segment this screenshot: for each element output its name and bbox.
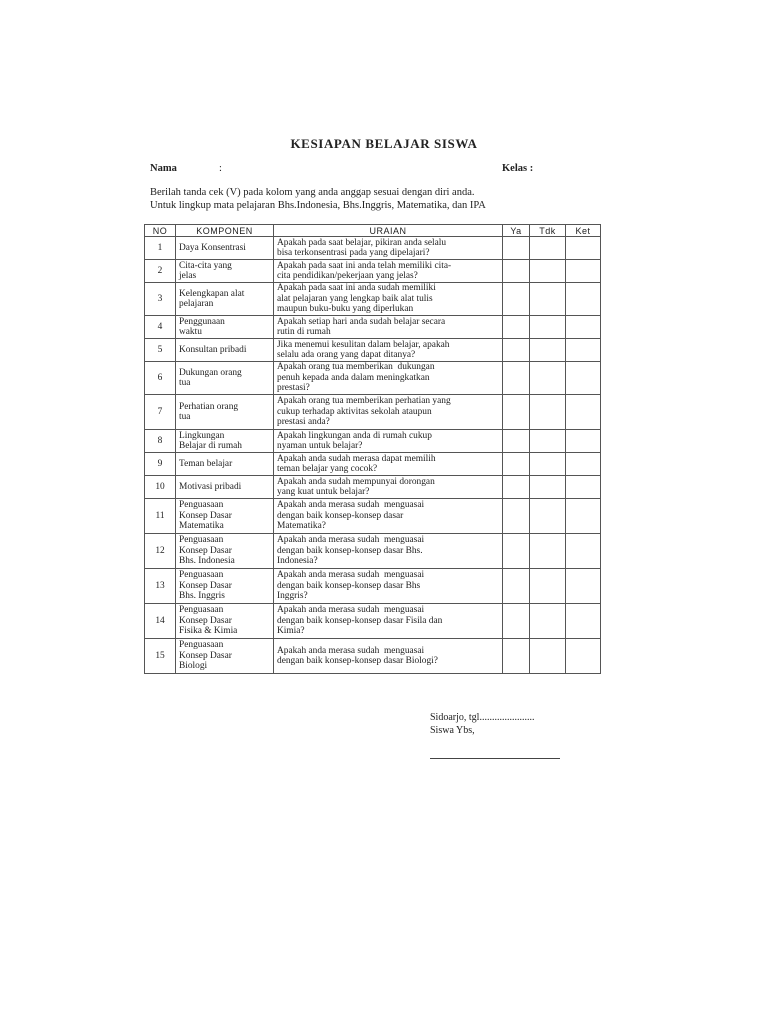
komponen-line: Konsep Dasar: [179, 545, 232, 556]
row-komponen: [176, 453, 274, 476]
uraian-line: prestasi?: [277, 383, 310, 394]
uraian-line: penuh kepada anda dalam meningkatkan: [277, 372, 430, 383]
uraian-line: dengan baik konsep-konsep dasar: [277, 510, 404, 521]
komponen-line: Bhs. Indonesia: [179, 556, 235, 567]
tdk-cell[interactable]: [530, 395, 566, 430]
uraian-line: Jika menemui kesulitan dalam belajar, apakah: [277, 339, 450, 350]
uraian-line: dengan baik konsep-konsep dasar Biologi?: [277, 656, 438, 666]
uraian-line: Apakah anda sudah merasa dapat memilih: [277, 453, 436, 464]
komponen-line: Penguasaan: [179, 535, 224, 546]
instruction-line-1: Berilah tanda cek (V) pada kolom yang anda anggap sesuai dengan diri anda.: [150, 187, 475, 198]
row-komponen: [176, 534, 274, 569]
table-row: [145, 604, 601, 639]
table-row: [145, 499, 601, 534]
komponen-line: pelajaran: [179, 299, 214, 309]
instruction-line-2: Untuk lingkup mata pelajaran Bhs.Indonesia, Bhs.Inggris, Matematika, dan IPA: [150, 200, 486, 211]
uraian-line: Apakah anda sudah mempunyai dorongan: [277, 476, 435, 487]
komponen-line: Motivasi pribadi: [179, 481, 242, 492]
ket-cell[interactable]: [566, 604, 601, 639]
ket-cell[interactable]: [566, 476, 601, 499]
table-row: [145, 453, 601, 476]
table-row: [145, 339, 601, 362]
ket-cell[interactable]: [566, 499, 601, 534]
table-header-row: [145, 225, 601, 237]
uraian-line: Indonesia?: [277, 556, 318, 567]
row-number: 2: [145, 260, 176, 283]
uraian-line: Apakah lingkungan anda di rumah cukup: [277, 430, 432, 441]
row-komponen: [176, 604, 274, 639]
komponen-line: Konsep Dasar: [179, 615, 232, 626]
row-number: 5: [145, 339, 176, 362]
ket-cell[interactable]: [566, 316, 601, 339]
komponen-line: Konsep Dasar: [179, 510, 232, 521]
komponen-line: Bhs. Inggris: [179, 591, 225, 602]
row-uraian: [274, 499, 503, 534]
row-uraian: [274, 395, 503, 430]
row-uraian: [274, 476, 503, 499]
ya-cell[interactable]: [503, 534, 530, 569]
tdk-cell[interactable]: [530, 569, 566, 604]
uraian-line: prestasi anda?: [277, 417, 330, 428]
ket-cell[interactable]: [566, 395, 601, 430]
kelas-label: Kelas :: [502, 163, 534, 174]
tdk-cell[interactable]: [530, 283, 566, 316]
uraian-line: yang kuat untuk belajar?: [277, 487, 370, 497]
signature-signer: Siswa Ybs,: [430, 725, 475, 736]
tdk-cell[interactable]: [530, 430, 566, 453]
row-uraian: [274, 430, 503, 453]
komponen-line: tua: [179, 412, 191, 422]
row-uraian: [274, 260, 503, 283]
tdk-cell[interactable]: [530, 476, 566, 499]
row-number: 9: [145, 453, 176, 476]
uraian-line: cita pendidikan/pekerjaan yang jelas?: [277, 271, 418, 281]
tdk-cell[interactable]: [530, 499, 566, 534]
komponen-line: Matematika: [179, 521, 224, 532]
readiness-table: [144, 224, 601, 674]
signature-line: [430, 758, 560, 759]
ket-cell[interactable]: [566, 534, 601, 569]
row-komponen: [176, 639, 274, 674]
uraian-line: rutin di rumah: [277, 327, 331, 337]
page-title: KESIAPAN BELAJAR SISWA: [290, 136, 478, 151]
komponen-line: Penguasaan: [179, 605, 224, 616]
table-row: [145, 430, 601, 453]
uraian-line: dengan baik konsep-konsep dasar Fisila dan: [277, 615, 443, 626]
tdk-cell[interactable]: [530, 534, 566, 569]
komponen-line: Teman belajar: [179, 458, 233, 469]
tdk-cell[interactable]: [530, 639, 566, 674]
ya-cell[interactable]: [503, 430, 530, 453]
table-row: [145, 639, 601, 674]
komponen-line: Penguasaan: [179, 500, 224, 511]
uraian-line: Inggris?: [277, 591, 308, 602]
uraian-line: Apakah pada saat belajar, pikiran anda selalu: [277, 237, 447, 248]
ket-cell[interactable]: [566, 430, 601, 453]
row-number: 11: [145, 499, 176, 534]
row-komponen: [176, 430, 274, 453]
uraian-line: Apakah anda merasa sudah menguasai: [277, 605, 425, 616]
komponen-line: Belajar di rumah: [179, 441, 242, 451]
uraian-line: Apakah anda merasa sudah menguasai: [277, 645, 425, 656]
uraian-line: Apakah orang tua memberikan perhatian yang: [277, 396, 451, 407]
komponen-line: Cita-cita yang: [179, 260, 232, 271]
komponen-line: jelas: [179, 271, 197, 281]
row-komponen: [176, 237, 274, 260]
komponen-line: Daya Konsentrasi: [179, 242, 246, 253]
row-uraian: [274, 283, 503, 316]
uraian-line: Apakah anda merasa sudah menguasai: [277, 500, 425, 511]
row-number: 7: [145, 395, 176, 430]
row-komponen: [176, 339, 274, 362]
uraian-line: dengan baik konsep-konsep dasar Bhs: [277, 580, 421, 591]
uraian-line: bisa terkonsentrasi pada yang dipelajari?: [277, 248, 430, 258]
signature-place-date: Sidoarjo, tgl......................: [430, 712, 535, 723]
col-header-komponen: KOMPONEN: [176, 225, 274, 237]
uraian-line: nyaman untuk belajar?: [277, 441, 363, 451]
table-row: [145, 237, 601, 260]
row-uraian: [274, 237, 503, 260]
uraian-line: alat pelajaran yang lengkap baik alat tulis: [277, 293, 433, 304]
row-komponen: [176, 395, 274, 430]
komponen-line: Konsep Dasar: [179, 580, 232, 591]
ket-cell[interactable]: [566, 260, 601, 283]
komponen-line: Penggunaan: [179, 316, 225, 327]
ya-cell[interactable]: [503, 237, 530, 260]
tdk-cell[interactable]: [530, 453, 566, 476]
row-number: 4: [145, 316, 176, 339]
ket-cell[interactable]: [566, 237, 601, 260]
row-number: 1: [145, 237, 176, 260]
tdk-cell[interactable]: [530, 237, 566, 260]
row-uraian: [274, 339, 503, 362]
tdk-cell[interactable]: [530, 604, 566, 639]
komponen-line: Perhatian orang: [179, 401, 239, 412]
ya-cell[interactable]: [503, 283, 530, 316]
uraian-line: Matematika?: [277, 521, 326, 532]
uraian-line: maupun buku-buku yang diperlukan: [277, 304, 414, 315]
table-row: [145, 569, 601, 604]
ya-cell[interactable]: [503, 362, 530, 395]
row-number: 8: [145, 430, 176, 453]
ya-cell[interactable]: [503, 499, 530, 534]
col-header-ya: Ya: [503, 225, 530, 237]
komponen-line: Lingkungan: [179, 430, 225, 441]
ya-cell[interactable]: [503, 316, 530, 339]
ket-cell[interactable]: [566, 283, 601, 316]
row-number: 12: [145, 534, 176, 569]
ya-cell[interactable]: [503, 476, 530, 499]
nama-label: Nama: [150, 163, 177, 174]
ket-cell[interactable]: [566, 362, 601, 395]
table-row: [145, 395, 601, 430]
ket-cell[interactable]: [566, 569, 601, 604]
uraian-line: Apakah pada saat ini anda sudah memiliki: [277, 283, 436, 294]
uraian-line: selalu ada orang yang dapat ditanya?: [277, 350, 416, 360]
tdk-cell[interactable]: [530, 362, 566, 395]
komponen-line: tua: [179, 378, 191, 388]
ya-cell[interactable]: [503, 339, 530, 362]
row-komponen: [176, 260, 274, 283]
uraian-line: Kimia?: [277, 626, 305, 637]
komponen-line: Penguasaan: [179, 640, 224, 651]
ya-cell[interactable]: [503, 453, 530, 476]
komponen-line: Konsep Dasar: [179, 650, 232, 661]
col-header-no: NO: [145, 225, 176, 237]
row-komponen: [176, 499, 274, 534]
row-number: 14: [145, 604, 176, 639]
col-header-uraian: URAIAN: [274, 225, 503, 237]
komponen-line: Penguasaan: [179, 570, 224, 581]
ket-cell[interactable]: [566, 339, 601, 362]
komponen-line: waktu: [179, 327, 202, 337]
tdk-cell[interactable]: [530, 339, 566, 362]
col-header-ket: Ket: [566, 225, 601, 237]
uraian-line: cukup terhadap aktivitas sekolah ataupun: [277, 406, 432, 417]
ya-cell[interactable]: [503, 604, 530, 639]
row-komponen: [176, 316, 274, 339]
row-komponen: [176, 569, 274, 604]
ya-cell[interactable]: [503, 569, 530, 604]
table-row: [145, 316, 601, 339]
row-uraian: [274, 362, 503, 395]
row-number: 6: [145, 362, 176, 395]
uraian-line: Apakah anda merasa sudah menguasai: [277, 570, 425, 581]
komponen-line: Konsultan pribadi: [179, 344, 247, 355]
ya-cell[interactable]: [503, 639, 530, 674]
row-uraian: [274, 453, 503, 476]
col-header-tdk: Tdk: [530, 225, 566, 237]
row-number: 13: [145, 569, 176, 604]
row-uraian: [274, 604, 503, 639]
ket-cell[interactable]: [566, 639, 601, 674]
uraian-line: Apakah setiap hari anda sudah belajar secara: [277, 316, 446, 327]
uraian-line: dengan baik konsep-konsep dasar Bhs.: [277, 545, 423, 556]
row-uraian: [274, 639, 503, 674]
row-uraian: [274, 534, 503, 569]
table-row: [145, 362, 601, 395]
ya-cell[interactable]: [503, 260, 530, 283]
uraian-line: teman belajar yang cocok?: [277, 464, 378, 474]
table-row: [145, 534, 601, 569]
komponen-line: Biologi: [179, 661, 208, 672]
row-komponen: [176, 362, 274, 395]
row-uraian: [274, 316, 503, 339]
komponen-line: Dukungan orang: [179, 367, 242, 378]
row-komponen: [176, 283, 274, 316]
uraian-line: Apakah orang tua memberikan dukungan: [277, 362, 435, 373]
ket-cell[interactable]: [566, 453, 601, 476]
nama-colon: :: [219, 163, 222, 174]
row-komponen: [176, 476, 274, 499]
row-uraian: [274, 569, 503, 604]
table-row: [145, 260, 601, 283]
uraian-line: Apakah pada saat ini anda telah memiliki cita-: [277, 260, 452, 271]
tdk-cell[interactable]: [530, 260, 566, 283]
komponen-line: Fisika & Kimia: [179, 626, 238, 637]
row-number: 15: [145, 639, 176, 674]
komponen-line: Kelengkapan alat: [179, 288, 245, 299]
row-number: 3: [145, 283, 176, 316]
uraian-line: Apakah anda merasa sudah menguasai: [277, 535, 425, 546]
table-row: [145, 476, 601, 499]
ya-cell[interactable]: [503, 395, 530, 430]
table-body: [145, 237, 601, 674]
table-row: [145, 283, 601, 316]
tdk-cell[interactable]: [530, 316, 566, 339]
row-number: 10: [145, 476, 176, 499]
